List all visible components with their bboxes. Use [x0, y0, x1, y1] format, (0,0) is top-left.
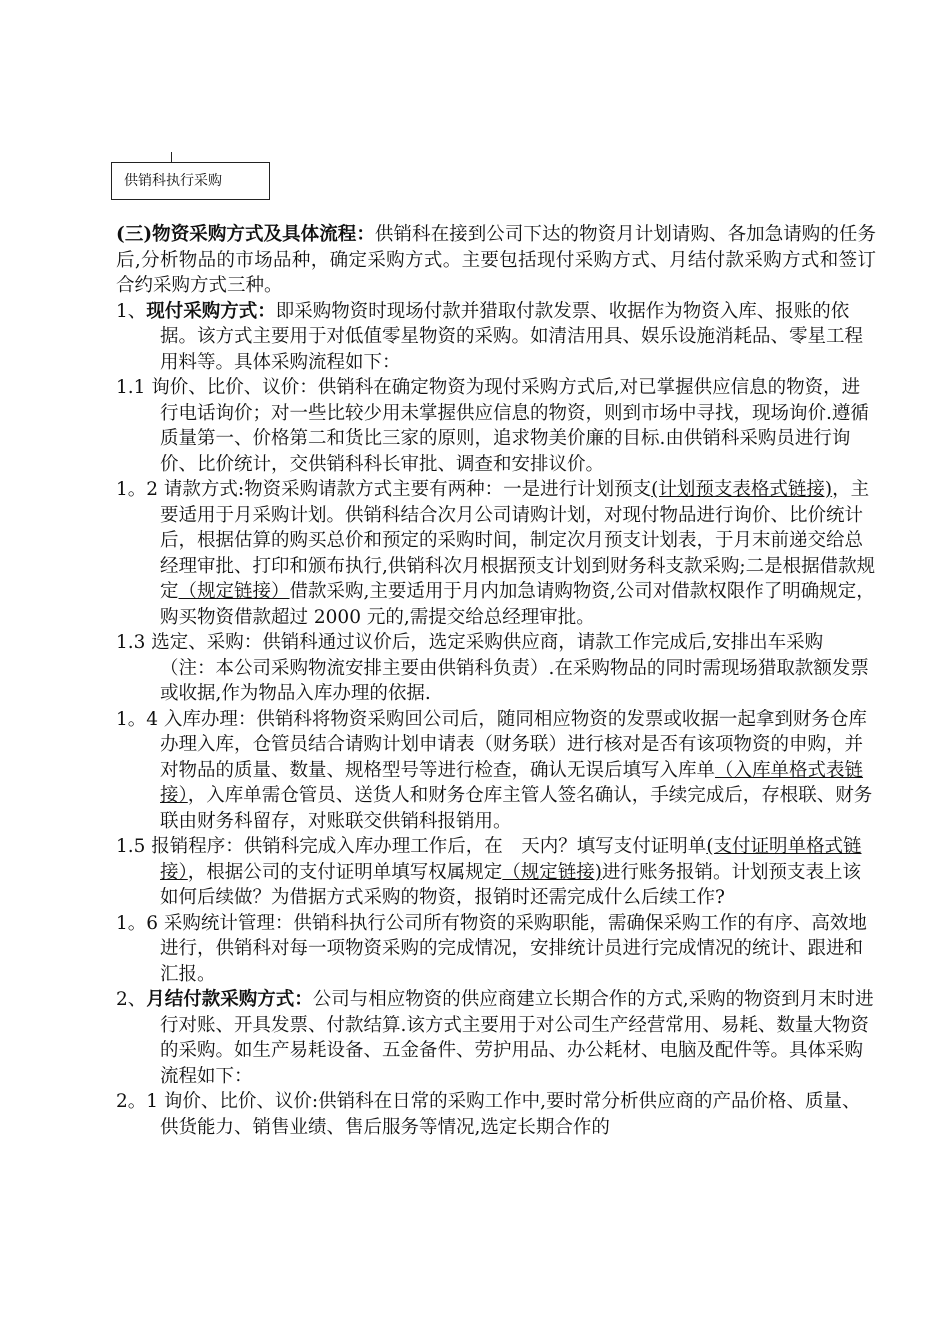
item-1-4-text-a: 1。4 入库办理：供销科将物资采购回公司后，随同相应物资的发票或收据一起拿到财务仓库办理入库，仓管员结合请购计划申请表（财务联）进行核对是否有该项物资的申购，并对物品的质量、数量、规格型号等进行检查，确认无误后填写入库单	[116, 708, 867, 781]
item-1-number: 1、	[116, 300, 147, 322]
section-intro	[116, 222, 876, 299]
list-item-1-6	[116, 911, 876, 988]
item-1-5-text-c: 进行账务报销。计划预支表上该如何后续做？为借据方式采购的物资，报销时还需完成什么后续工作?	[160, 861, 862, 908]
list-item-1-3	[116, 630, 876, 707]
list-item-2	[116, 987, 876, 1089]
flowchart-box	[111, 162, 270, 200]
item-2-number: 2、	[116, 989, 147, 1010]
item-1-2-text-a: 1。2 请款方式:物资采购请款方式主要有两种：一是进行计划预支	[116, 479, 652, 500]
flowchart-box-label: 供销科执行采购	[124, 173, 222, 189]
list-item-1	[116, 299, 876, 376]
item-2-1-text: 2。1 询价、比价、议价:供销科在日常的采购工作中,要时常分析供应商的产品价格、质量、供货能力、销售业绩、售后服务等情况,选定长期合作的	[116, 1091, 861, 1138]
item-2-title: 月结付款采购方式：	[146, 989, 313, 1010]
list-item-1-4	[116, 707, 876, 835]
item-1-1-text: 1.1 询价、比价、议价：供销科在确定物资为现付采购方式后,对已掌握供应信息的物资，进行电话询价；对一些比较少用未掌握供应信息的物资，则到市场中寻找，现场询价.遵循质量第一、价格第二和货比三家的原则，追求物美价廉的目标.由供销科采购员进行询价、比价统计，交供销科科长审批、调查和安排议价。	[116, 377, 869, 475]
item-1-text: 即采购物资时现场付款并猎取付款发票、收据作为物资入库、报账的依据。该方式主要用于对低值零星物资的采购。如清洁用具、娱乐设施消耗品、零星工程用料等。具体采购流程如下：	[160, 300, 864, 373]
item-1-2-text-c: 借款采购,主要适用于月内加急请购物资,公司对借款权限作了明确规定，购买物资借款超过 2000 元的,需提交给总经理审批。	[160, 581, 875, 628]
item-1-3-text: 1.3 选定、采购：供销科通过议价后，选定采购供应商，请款工作完成后,安排出车采购（注：本公司采购物流安排主要由供销科负责）.在采购物品的同时需现场猎取款额发票或收据,作为物品入库办理的依据.	[116, 632, 869, 704]
item-1-6-text: 1。6 采购统计管理：供销科执行公司所有物资的采购职能，需确保采购工作的有序、高效地进行，供销科对每一项物资采购的完成情况，安排统计员进行完成情况的统计、跟进和汇报。	[116, 912, 867, 985]
item-1-2-text-b: ，主要适用于月采购计划。供销科结合次月公司请购计划，对现付物品进行询价、比价统计后，根据估算的购买总价和预定的采购时间，制定次月预支计划表，于月末前递交给总经理审批、打印和颁布执行,供销科次月根据预支计划到财务科支款采购;二是根据借款规定	[160, 479, 876, 602]
item-1-5-text-a: 1.5 报销程序：供销科完成入库办理工作后，在 天内？填写支付证明单	[116, 836, 707, 857]
list-item-1-1	[116, 375, 876, 477]
plan-advance-form-link[interactable]: (计划预支表格式链接)	[651, 479, 833, 500]
item-2-text: 公司与相应物资的供应商建立长期合作的方式,采购的物资到月末时进行对账、开具发票、付款结算.该方式主要用于对公司生产经营常用、易耗、数量大物资的采购。如生产易耗设备、五金备件、劳护用品、办公耗材、电脑及配件等。具体采购流程如下：	[160, 989, 874, 1087]
payment-certificate-form-link[interactable]: (支付证明单格式链接）	[160, 836, 862, 883]
warehouse-receipt-form-link[interactable]: （入库单格式表链接）	[160, 759, 864, 806]
list-item-1-2	[116, 477, 876, 630]
regulation-link-2[interactable]: （规定链接)	[502, 861, 602, 883]
list-item-2-1	[116, 1089, 876, 1140]
item-1-4-text-b: ，入库单需仓管员、送货人和财务仓库主管人签名确认，手续完成后，存根联、财务联由财务科留存，对账联交供销科报销用。	[160, 785, 873, 832]
item-1-5-text-b: ，根据公司的支付证明单填写权属规定	[187, 861, 503, 883]
document-body	[116, 222, 876, 1140]
item-1-title: 现付采购方式：	[146, 300, 276, 322]
regulation-link[interactable]: （规定链接）	[178, 581, 290, 602]
section-heading: (三)物资采购方式及具体流程：	[116, 224, 375, 245]
list-item-1-5	[116, 834, 876, 911]
section-intro-text: 供销科在接到公司下达的物资月计划请购、各加急请购的任务后,分析物品的市场品种，确定采购方式。主要包括现付采购方式、月结付款采购方式和签订合约采购方式三种。	[116, 224, 876, 296]
